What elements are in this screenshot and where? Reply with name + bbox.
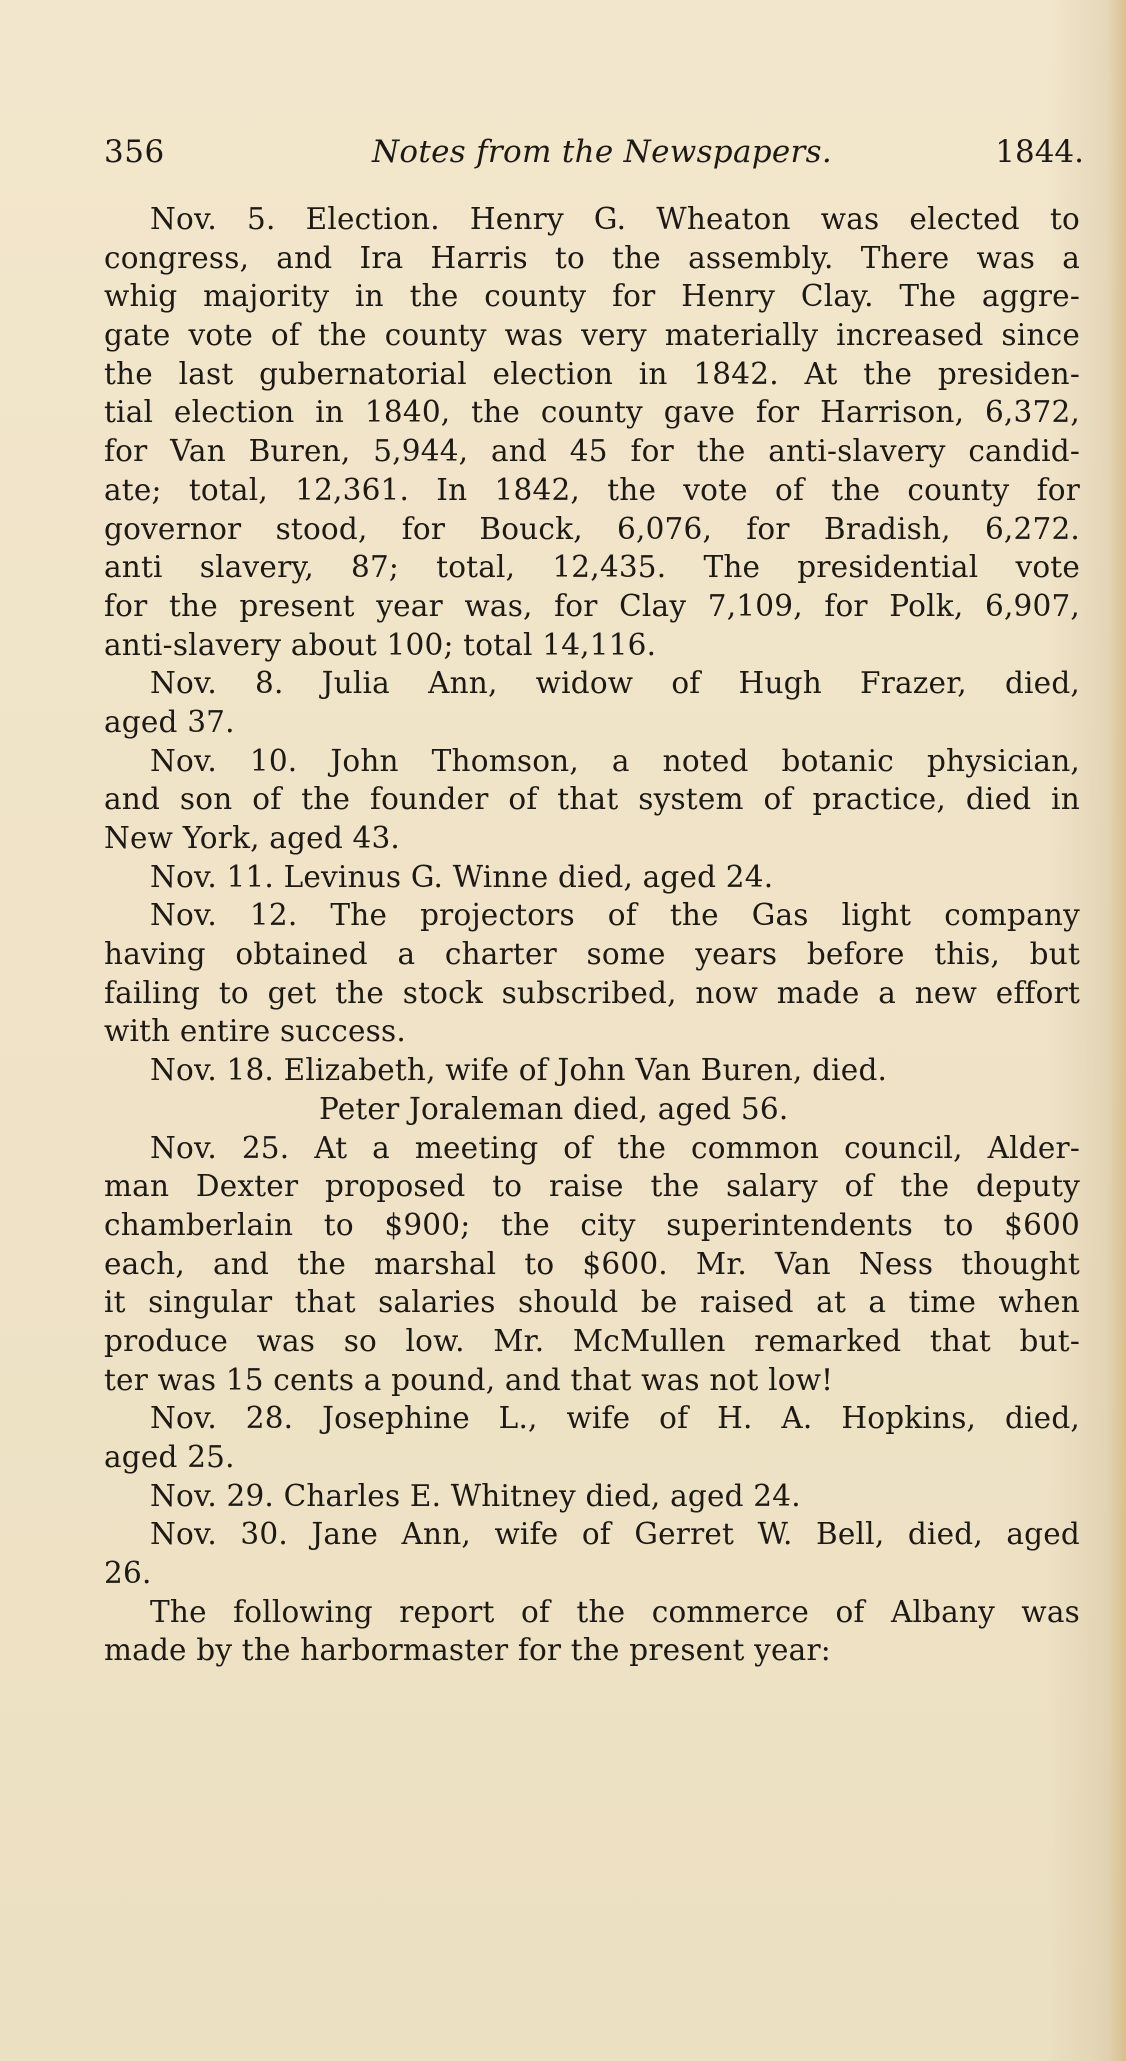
page-edge-shading bbox=[1108, 0, 1126, 2061]
text-line: the last gubernatorial election in 1842. At the presiden- bbox=[104, 356, 1080, 391]
text-line: Peter Joraleman died, aged 56. bbox=[319, 1091, 789, 1126]
text-line: Nov. 5. Election. Henry G. Wheaton was elected to bbox=[150, 202, 1080, 236]
text-line: each, and the marshal to $600. Mr. Van Ness thought bbox=[104, 1246, 1080, 1281]
text-line: for Van Buren, 5,944, and 45 for the anti-slavery candid- bbox=[104, 434, 1080, 469]
text-line: Nov. 28. Josephine L., wife of H. A. Hopkins, died, bbox=[150, 1401, 1080, 1436]
text-line: chamberlain to $900; the city superintendents to $600 bbox=[104, 1207, 1080, 1242]
body-text bbox=[104, 200, 1080, 1670]
text-line: it singular that salaries should be raised at a time when bbox=[104, 1285, 1080, 1320]
text-line: Nov. 30. Jane Ann, wife of Gerret W. Bell, died, aged bbox=[150, 1517, 1080, 1552]
text-line: gate vote of the county was very materially increased since bbox=[104, 318, 1080, 353]
text-line: governor stood, for Bouck, 6,076, for Bradish, 6,272. bbox=[104, 511, 1080, 546]
text-line: Nov. 8. Julia Ann, widow of Hugh Frazer, died, bbox=[150, 666, 1080, 701]
text-line: Nov. 12. The projectors of the Gas light company bbox=[150, 898, 1080, 933]
text-line: Nov. 29. Charles E. Whitney died, aged 24. bbox=[150, 1478, 801, 1513]
running-title: Notes from the Newspapers. bbox=[372, 134, 832, 170]
text-line: with entire success. bbox=[104, 1014, 406, 1049]
text-line: The following report of the commerce of Albany was bbox=[150, 1594, 1080, 1629]
running-head bbox=[104, 134, 1084, 182]
text-line: anti-slavery about 100; total 14,116. bbox=[104, 627, 657, 662]
text-line: and son of the founder of that system of practice, died in bbox=[104, 782, 1080, 817]
text-line: Nov. 18. Elizabeth, wife of John Van Buren, died. bbox=[150, 1053, 888, 1088]
page-number: 356 bbox=[104, 134, 165, 170]
text-line: for the present year was, for Clay 7,109, for Polk, 6,907, bbox=[104, 588, 1080, 623]
text-line: having obtained a charter some years before this, but bbox=[104, 937, 1080, 972]
text-line: aged 25. bbox=[104, 1440, 235, 1474]
text-line: Nov. 10. John Thomson, a noted botanic physician, bbox=[150, 743, 1080, 778]
text-line: failing to get the stock subscribed, now made a new effort bbox=[104, 975, 1080, 1010]
text-line: man Dexter proposed to raise the salary of the deputy bbox=[104, 1169, 1080, 1204]
text-line: Nov. 25. At a meeting of the common council, Alder- bbox=[150, 1130, 1080, 1165]
text-line: produce was so low. Mr. McMullen remarked that but- bbox=[104, 1323, 1080, 1358]
running-year: 1844. bbox=[995, 134, 1084, 170]
text-line: made by the harbormaster for the present year: bbox=[104, 1633, 831, 1668]
text-line: tial election in 1840, the county gave for Harrison, 6,372, bbox=[104, 395, 1080, 430]
text-line: ter was 15 cents a pound, and that was not low! bbox=[104, 1362, 834, 1397]
text-line: ate; total, 12,361. In 1842, the vote of the county for bbox=[104, 472, 1080, 507]
text-line: congress, and Ira Harris to the assembly. There was a bbox=[104, 240, 1080, 275]
text-line: anti slavery, 87; total, 12,435. The presidential vote bbox=[104, 550, 1080, 585]
text-line: Nov. 11. Levinus G. Winne died, aged 24. bbox=[150, 859, 774, 894]
text-line: whig majority in the county for Henry Clay. The aggre- bbox=[104, 279, 1080, 314]
text-line: aged 37. bbox=[104, 704, 235, 739]
text-line: New York, aged 43. bbox=[104, 821, 401, 855]
text-line: 26. bbox=[104, 1556, 152, 1591]
